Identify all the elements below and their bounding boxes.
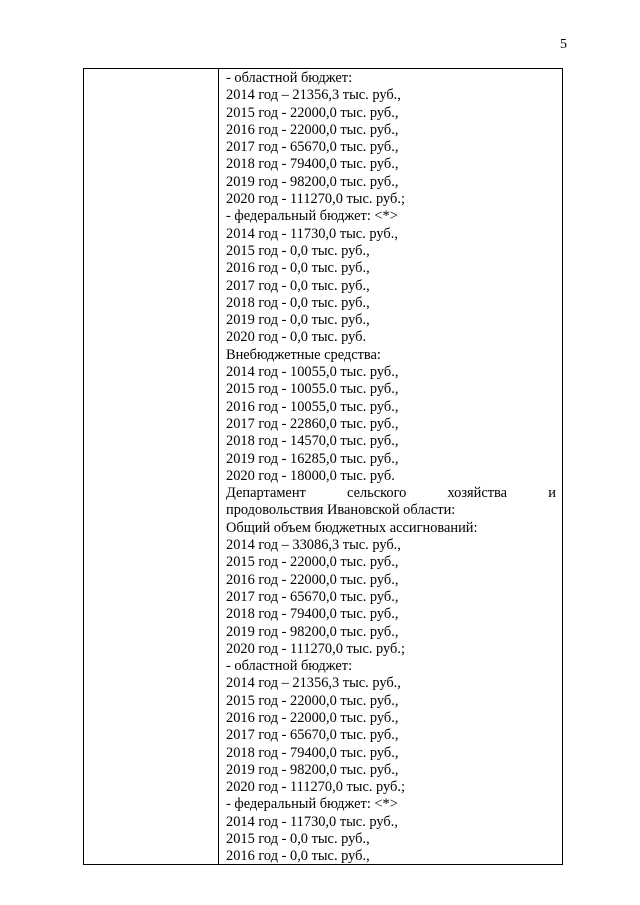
text-line: 2018 год - 79400,0 тыс. руб., bbox=[226, 744, 399, 761]
text-line: 2014 год - 11730,0 тыс. руб., bbox=[226, 225, 398, 242]
text-line: Внебюджетные средства: bbox=[226, 346, 381, 363]
text-line: 2018 год - 0,0 тыс. руб., bbox=[226, 294, 370, 311]
text-line: 2019 год - 0,0 тыс. руб., bbox=[226, 312, 370, 329]
text-line: 2017 год - 22860,0 тыс. руб., bbox=[226, 415, 399, 432]
text-line: 2015 год - 0,0 тыс. руб., bbox=[226, 242, 370, 259]
text-line: 2017 год - 0,0 тыс. руб., bbox=[226, 277, 370, 294]
text-line: 2018 год - 79400,0 тыс. руб., bbox=[226, 156, 399, 173]
text-line: 2020 год - 111270,0 тыс. руб.; bbox=[226, 640, 405, 657]
justified-word: хозяйства bbox=[447, 485, 508, 502]
text-line: продовольствия Ивановской области: bbox=[226, 502, 456, 519]
text-line: 2016 год - 0,0 тыс. руб., bbox=[226, 848, 370, 865]
text-line: 2015 год - 10055.0 тыс. руб., bbox=[226, 381, 399, 398]
justified-word: Департамент bbox=[226, 485, 306, 502]
text-line: Общий объем бюджетных ассигнований: bbox=[226, 519, 478, 536]
text-line: 2020 год - 111270,0 тыс. руб.; bbox=[226, 191, 405, 208]
text-line: 2020 год - 111270,0 тыс. руб.; bbox=[226, 779, 405, 796]
text-line: 2019 год - 98200,0 тыс. руб., bbox=[226, 761, 399, 778]
text-line: - областной бюджет: bbox=[226, 70, 353, 86]
text-line: 2019 год - 98200,0 тыс. руб., bbox=[226, 623, 399, 640]
text-line: 2019 год - 16285,0 тыс. руб., bbox=[226, 450, 399, 467]
text-line: 2016 год - 0,0 тыс. руб., bbox=[226, 260, 370, 277]
text-line: 2015 год - 22000,0 тыс. руб., bbox=[226, 104, 399, 121]
text-line: 2016 год - 22000,0 тыс. руб., bbox=[226, 571, 399, 588]
text-line: - областной бюджет: bbox=[226, 658, 353, 675]
text-line: 2015 год - 22000,0 тыс. руб., bbox=[226, 692, 399, 709]
text-line: 2015 год - 0,0 тыс. руб., bbox=[226, 831, 370, 848]
text-line: 2017 год - 65670,0 тыс. руб., bbox=[226, 588, 399, 605]
text-line: 2014 год – 21356,3 тыс. руб., bbox=[226, 675, 401, 692]
text-line: 2016 год - 22000,0 тыс. руб., bbox=[226, 709, 399, 726]
text-line: 2014 год – 33086,3 тыс. руб., bbox=[226, 537, 401, 554]
text-line bbox=[226, 485, 556, 502]
page-number: 5 bbox=[560, 37, 567, 52]
text-line: 2020 год - 0,0 тыс. руб. bbox=[226, 329, 367, 346]
text-line: 2018 год - 14570,0 тыс. руб., bbox=[226, 433, 399, 450]
text-line: 2019 год - 98200,0 тыс. руб., bbox=[226, 173, 399, 190]
text-line: 2020 год - 18000,0 тыс. руб. bbox=[226, 467, 395, 484]
justified-word: и bbox=[548, 485, 556, 502]
text-line: 2015 год - 22000,0 тыс. руб., bbox=[226, 554, 399, 571]
text-line: 2014 год - 10055,0 тыс. руб., bbox=[226, 364, 399, 381]
table-left-cell bbox=[84, 69, 219, 864]
text-line: 2014 год – 21356,3 тыс. руб., bbox=[226, 87, 401, 104]
text-line: 2018 год - 79400,0 тыс. руб., bbox=[226, 606, 399, 623]
text-line: 2016 год - 22000,0 тыс. руб., bbox=[226, 121, 399, 138]
text-line: - федеральный бюджет: <*> bbox=[226, 208, 398, 225]
text-line: - федеральный бюджет: <*> bbox=[226, 796, 398, 813]
text-line: 2014 год - 11730,0 тыс. руб., bbox=[226, 813, 398, 830]
text-line: 2016 год - 10055,0 тыс. руб., bbox=[226, 398, 399, 415]
budget-table bbox=[83, 68, 563, 865]
table-right-cell bbox=[226, 70, 556, 866]
text-line: 2017 год - 65670,0 тыс. руб., bbox=[226, 139, 399, 156]
text-line: 2017 год - 65670,0 тыс. руб., bbox=[226, 727, 399, 744]
justified-word: сельского bbox=[347, 485, 407, 502]
